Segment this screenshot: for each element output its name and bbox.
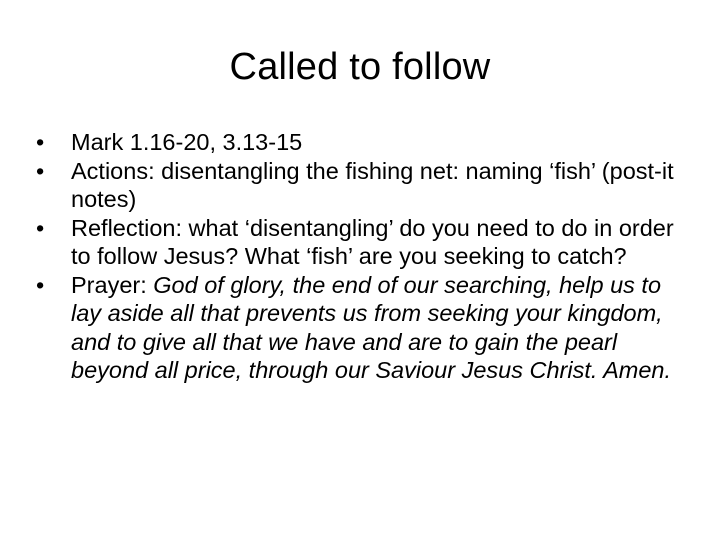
bullet-marker: • bbox=[36, 271, 45, 298]
prayer-text: God of glory, the end of our searching, help us to lay aside all that prevents us from seeking your kingdom, and to give all that we have and are to gain the pearl beyond all price, through our Saviour Jesus Christ. Amen. bbox=[71, 271, 671, 383]
prayer-label: Prayer: bbox=[71, 271, 154, 298]
slide-title: Called to follow bbox=[229, 46, 491, 88]
bullet-item-scripture bbox=[36, 128, 676, 157]
bullet-marker: • bbox=[36, 129, 45, 155]
bullet-text-scripture: Mark 1.16-20, 3.13-15 bbox=[71, 129, 303, 155]
bullet-item-reflection bbox=[36, 214, 676, 271]
bullet-marker: • bbox=[36, 214, 45, 241]
bullet-item-prayer bbox=[36, 271, 676, 385]
bullet-item-actions bbox=[36, 157, 676, 214]
bullet-text-reflection: Reflection: what ‘disentangling’ do you need to do in order to follow Jesus? What ‘fish’ are you seeking to catch? bbox=[71, 214, 674, 269]
bullet-text-actions: Actions: disentangling the fishing net: naming ‘fish’ (post-it notes) bbox=[71, 157, 674, 212]
bullet-marker: • bbox=[36, 157, 45, 184]
bullet-list bbox=[36, 128, 676, 385]
